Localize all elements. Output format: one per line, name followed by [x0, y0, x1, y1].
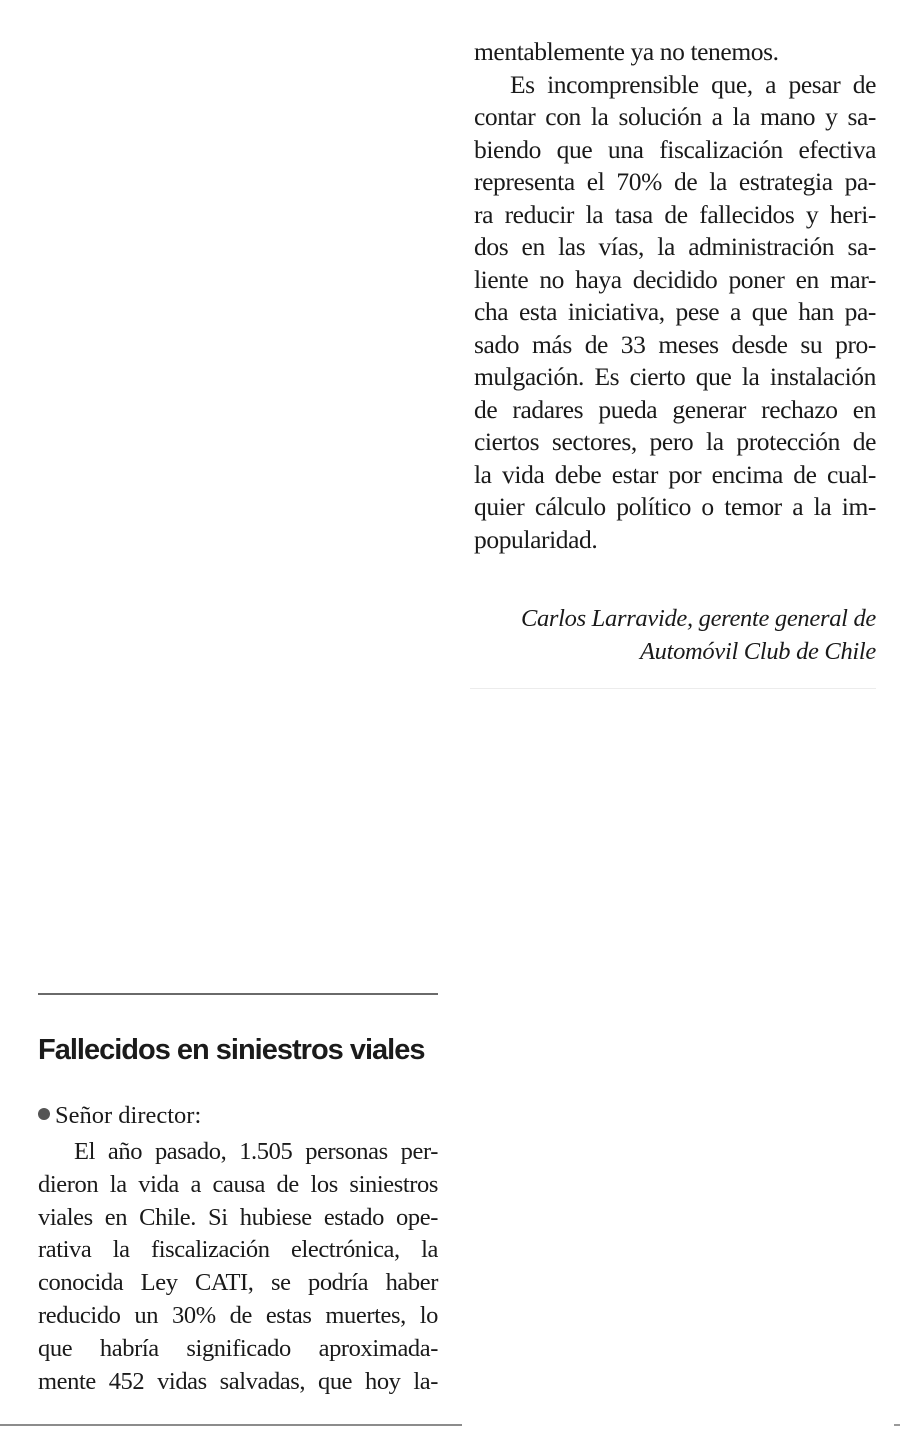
body-line: mentablemente ya no tenemos.	[474, 37, 779, 66]
body-line: viales en Chile. Si hubiese estado ope-	[38, 1203, 438, 1231]
body-line: mente 452 vidas salvadas, que hoy la-	[38, 1367, 438, 1395]
body-line: cha esta iniciativa, pese a que han pa-	[474, 297, 876, 326]
letter-body	[38, 1136, 438, 1398]
letter-headline: Fallecidos en siniestros viales	[38, 1034, 425, 1066]
letter-continuation	[474, 36, 876, 556]
body-line: liente no haya decidido poner en mar-	[474, 264, 876, 294]
bottom-divider	[0, 1424, 462, 1426]
body-line: conocida Ley CATI, se podría haber	[38, 1269, 438, 1297]
divider	[470, 688, 876, 689]
body-line: ciertos sectores, pero la protección de	[474, 427, 876, 456]
edge-mark	[894, 1424, 900, 1426]
body-line: sado más de 33 meses desde su pro-	[474, 329, 876, 359]
body-line: contar con la solución a la mano y sa-	[474, 102, 876, 131]
body-line: Es incomprensible que, a pesar de	[510, 69, 876, 99]
signature	[521, 602, 876, 668]
section-divider	[38, 993, 438, 995]
signature-name-line: Carlos Larravide, gerente general de	[520, 605, 876, 632]
signature-org-line: Automóvil Club de Chile	[639, 638, 876, 665]
salutation-text: Señor director:	[55, 1102, 202, 1129]
salutation	[38, 1100, 201, 1132]
body-line: dieron la vida a causa de los siniestros	[38, 1170, 438, 1198]
body-line: dos en las vías, la administración sa-	[474, 232, 876, 261]
body-line: ra reducir la tasa de fallecidos y heri-	[474, 199, 876, 229]
body-line: mulgación. Es cierto que la instalación	[474, 362, 876, 391]
body-line: representa el 70% de la estrategia pa-	[474, 167, 876, 196]
body-line: rativa la fiscalización electrónica, la	[38, 1236, 438, 1264]
body-line: reducido un 30% de estas muertes, lo	[38, 1301, 438, 1329]
body-line: quier cálculo político o temor a la im-	[474, 492, 876, 521]
body-line: que habría significado aproximada-	[38, 1334, 438, 1362]
body-line: de radares pueda generar rechazo en	[474, 394, 876, 424]
body-line: El año pasado, 1.505 personas per-	[74, 1138, 438, 1165]
body-line: popularidad.	[474, 524, 598, 554]
body-line: la vida debe estar por encima de cual-	[474, 459, 876, 489]
body-line: biendo que una fiscalización efectiva	[474, 134, 876, 164]
bullet-icon	[38, 1108, 50, 1120]
